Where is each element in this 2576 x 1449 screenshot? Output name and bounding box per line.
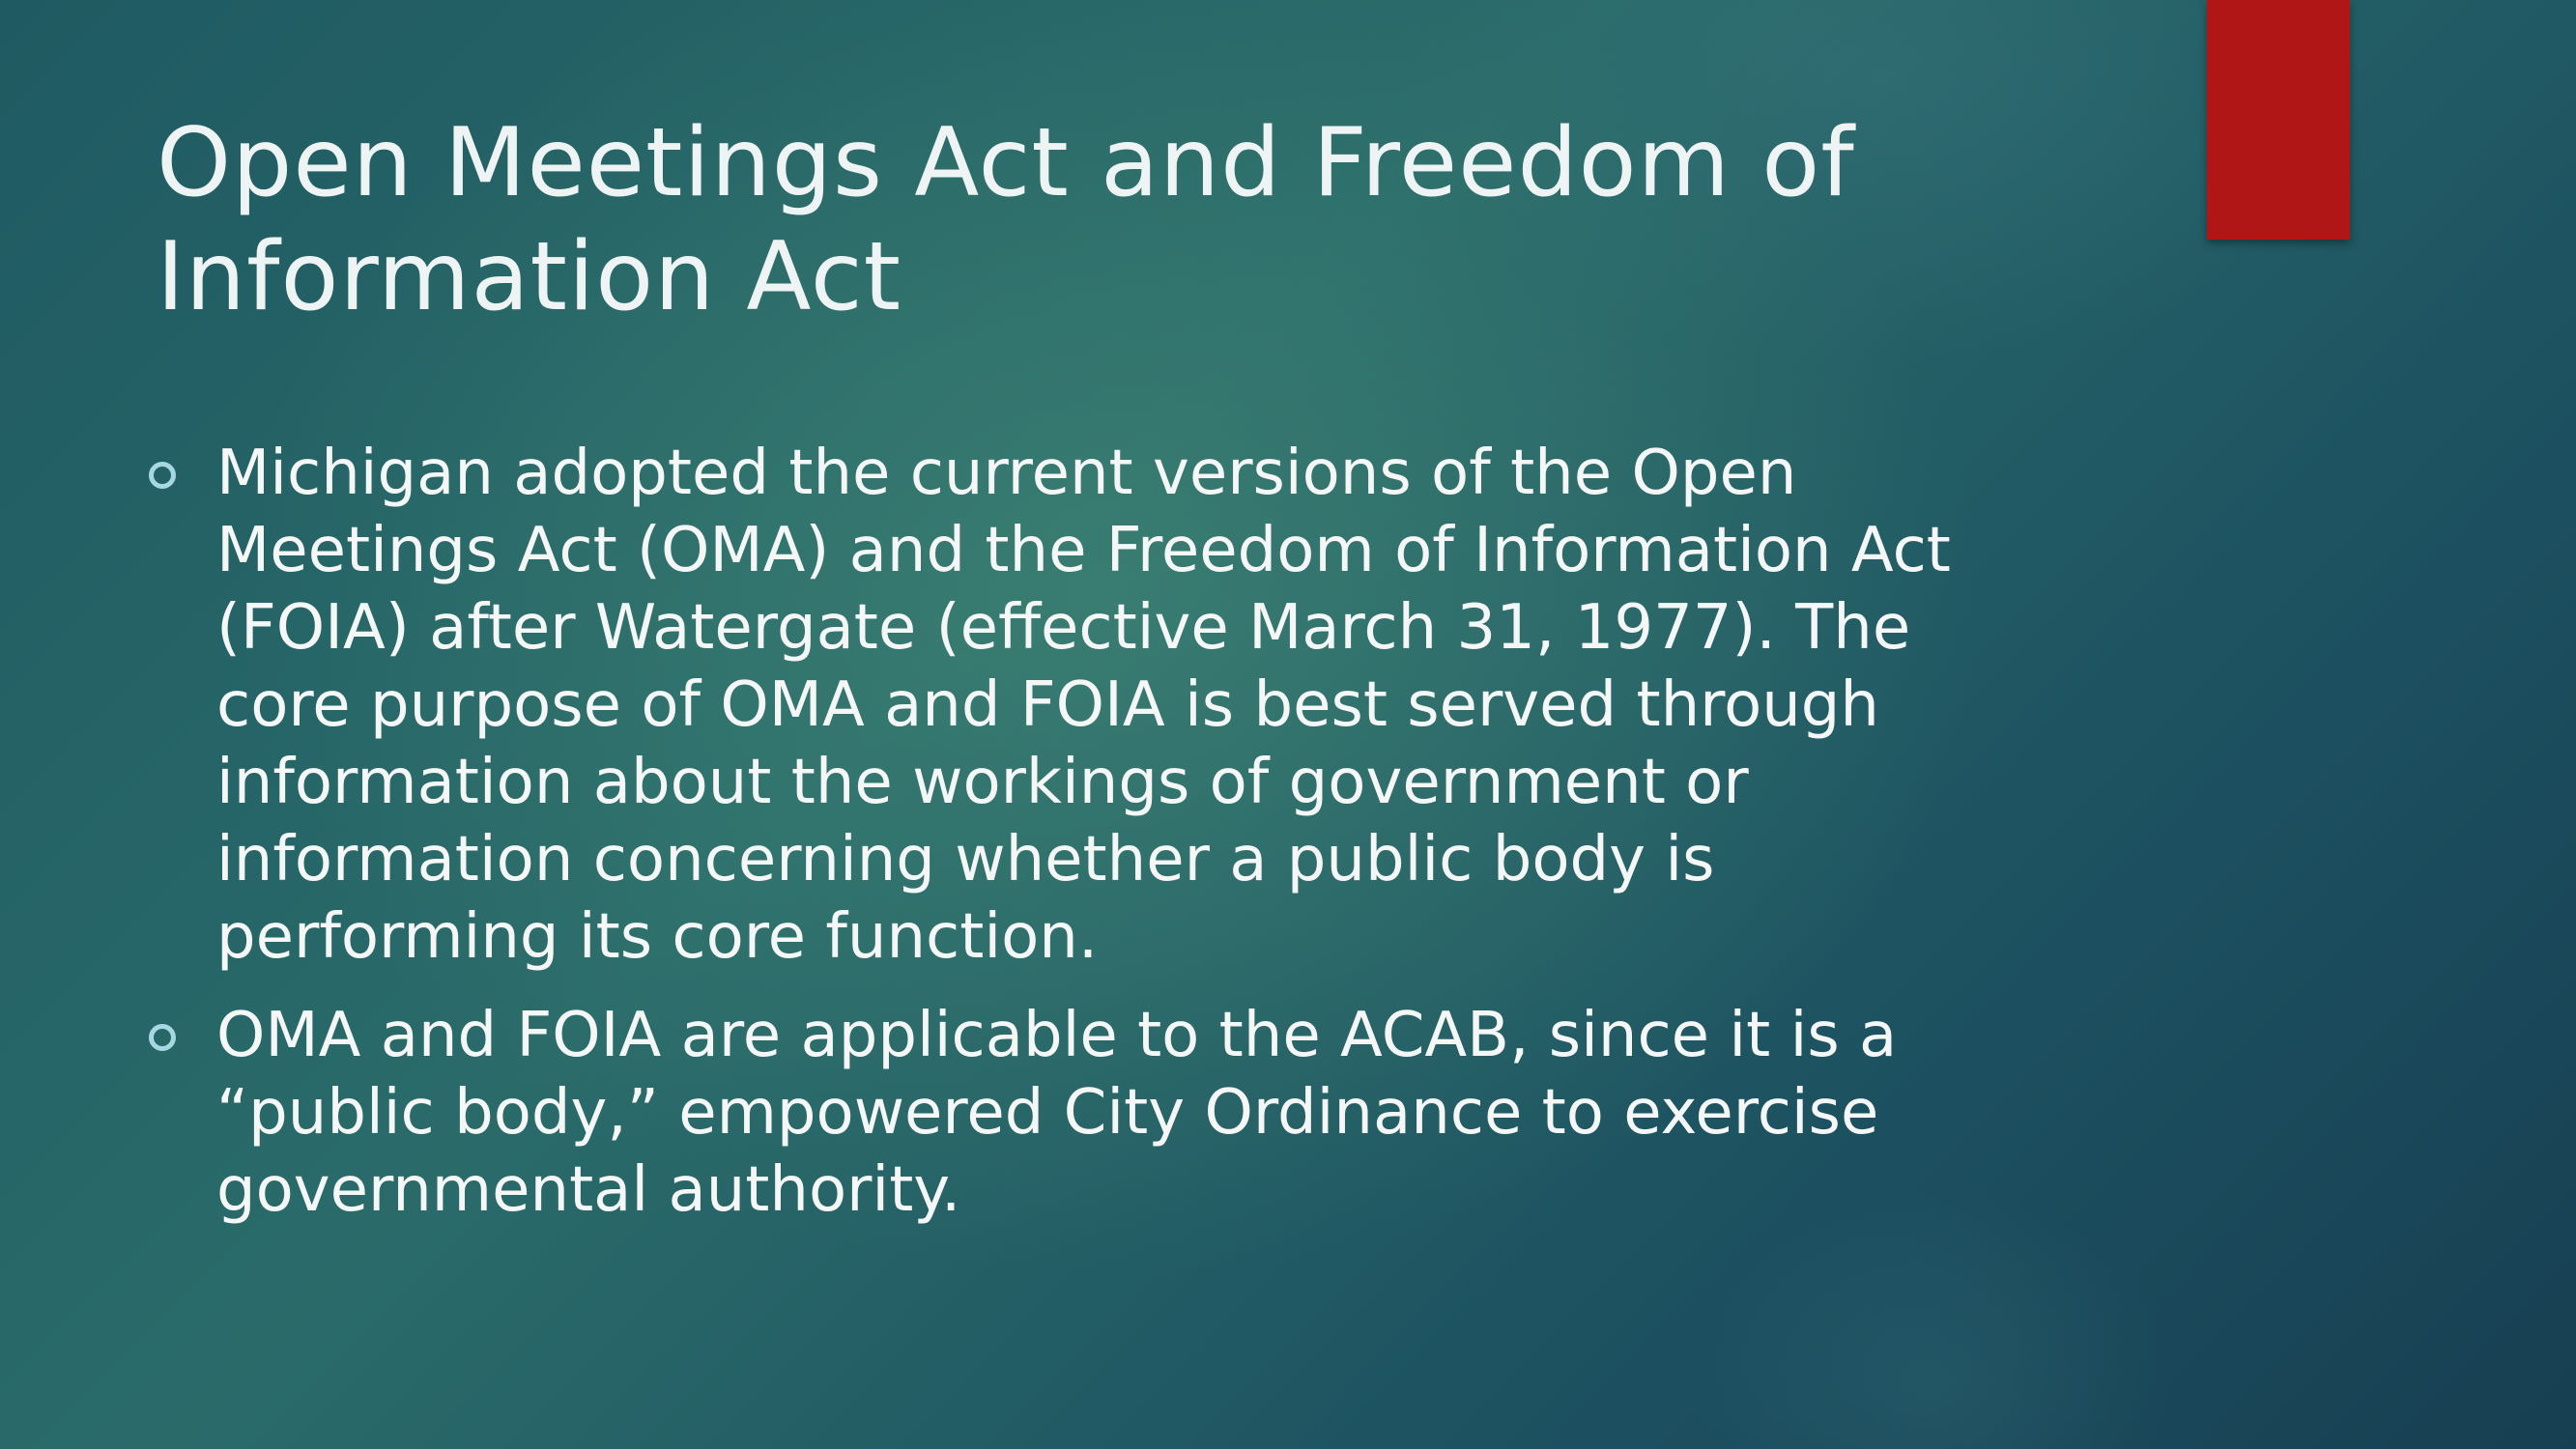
bullet-item [145, 997, 1981, 1229]
slide-title: Open Meetings Act and Freedom of Information Act [157, 108, 1855, 332]
bullet-text: Michigan adopted the current versions of the Open Meetings Act (OMA) and the Freedom of Information Act (FOIA) after Watergate (effective March 31, 1977). The core purpose of OMA and FOIA is best served through information about the workings of government or information concerning whether a public body is performing its core function. [216, 438, 1951, 973]
circle-bullet-icon [149, 1024, 176, 1051]
bullet-list [145, 435, 1981, 1250]
circle-bullet-icon [149, 462, 176, 489]
bullet-item [145, 435, 1981, 976]
accent-bar [2207, 0, 2350, 240]
bullet-text: OMA and FOIA are applicable to the ACAB, since it is a “public body,” empowered City Ordinance to exercise governmental authority. [216, 1000, 1898, 1226]
